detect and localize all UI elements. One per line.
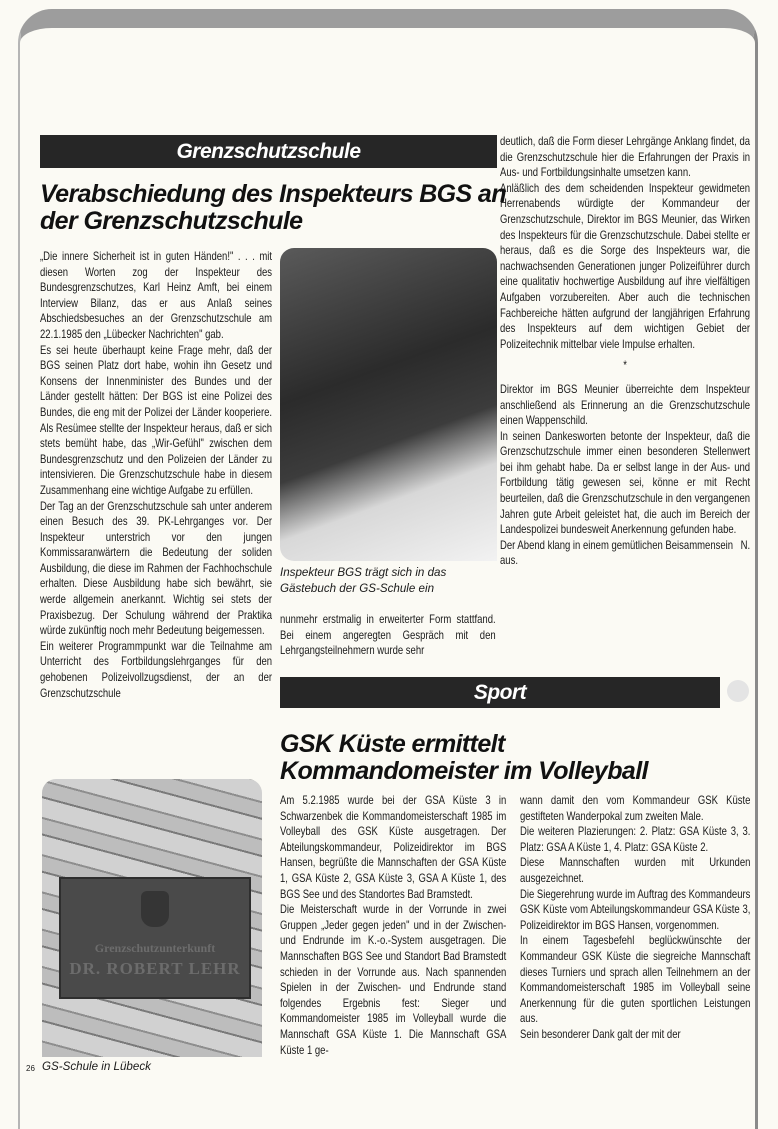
photo-caption: GS-Schule in Lübeck — [42, 1060, 151, 1073]
paragraph: Direktor im BGS Meunier überreichte dem Inspekteur anschließend als Erinnerung an die Grenzschutzschule einen Wappenschild. — [500, 382, 751, 428]
headline-line: Kommandomeister im Volleyball — [280, 757, 648, 785]
article2-column2 — [520, 793, 750, 1043]
plaque — [59, 877, 251, 999]
article1-column1 — [40, 249, 272, 701]
paragraph: Es sei heute überhaupt keine Frage mehr, daß der BGS seinen Platz dort habe, wohin ihn Gesetz und Konsens der Innenminister des Bundes und der Länder gestellt hätten: Der BGS ist eine Polizei des Bundes, die eng mit der Polizei der Länder kooperiere. Als Resümee stellte der Inspekteur heraus, daß er sich stets bemüht habe, das „Wir-Gefühl" zwischen dem Bundesgrenzschutz und den Polizeien der Länder zu intensivieren. Die Grenzschutzschule habe in diesem Zusammenhang eine wichtige Aufgabe zu erfüllen. — [40, 343, 273, 497]
paragraph: nunmehr erstmalig in erweiterter Form stattfand. Bei einem angeregten Gespräch mit den Lehrgangsteilnehmern wurde sehr — [280, 613, 496, 658]
closing-text: Der Abend klang in einem gemütlichen Beisammensein aus. — [500, 538, 734, 568]
paragraph: Anläßlich des dem scheidenden Inspekteur gewidmeten Herrenabends würdigte der Kommandeur der Grenzschutzschule, Direktor im BGS Meunier, das Wirken des Inspekteurs für die Grenzschutzschule. Dabei stellte er heraus, daß es die Sorge des Inspekteurs war, die nachwachsenden Generationen junger Polizeiführer durch eine qualitativ hochwertige Ausbildung auf ihre vielfältigen Aufgaben vorzubereiten. Aber auch die technischen Fachbereiche hätten aufgrund der langjährigen Erfahrung des Inspekteurs auf dem wichtigen Gebiet der Polizeitechnik mittelbar viele Impulse erhalten. — [500, 181, 751, 351]
article2-column1 — [280, 793, 506, 1058]
photo-inspector-signing-guestbook — [280, 248, 497, 561]
paragraph: In seinen Dankesworten betonte der Inspekteur, daß die Grenzschutzschule immer einen besonderen Stellenwert bei ihm gehabt habe. Da er selbst lange in der Aus- und Fortbildung tätig gewesen sei, könne er mit Recht beurteilen, daß die Grenzschutzschule in den vergangenen Jahren gute Arbeit geleistet hat, die auch im Bereich der Landespolizei bundesweit Anerkennung gefunden habe. — [500, 429, 751, 537]
article-headline: Verabschiedung des Inspekteurs BGS an der Grenzschutzschule — [40, 180, 506, 235]
article-headline-sport — [280, 731, 750, 785]
paragraph: Diese Mannschaften wurden mit Urkunden ausgezeichnet. — [520, 856, 751, 885]
section-bar-grenzschutzschule: Grenzschutzschule — [40, 135, 497, 168]
paragraph: Am 5.2.1985 wurde bei der GSA Küste 3 in Schwarzenbek die Kommandomeisterschaft 1985 im Volleyball des GSK Küste ausgetragen. Der Abteilungskommandeur, Polizeidirektor im BGS Hansen, begrüßte die Mannschaften der GSA Küste 1, GSA Küste 2, GSA Küste 3, GSA A Küste 1, des BGS See und des Standortes Bad Bramstedt. — [280, 794, 507, 901]
section-separator: * — [623, 359, 627, 373]
paragraph: Die weiteren Plazierungen: 2. Platz: GSA Küste 3, 3. Platz: GSA A Küste 1, 4. Platz: GSA Küste 2. — [520, 825, 751, 854]
paragraph: deutlich, daß die Form dieser Lehrgänge Anklang findet, da die Grenzschutzschule hier die Erfahrungen der Praxis in Aus- und Fortbildungsinhalte umsetzen kann. — [500, 135, 751, 180]
paragraph: „Die innere Sicherheit ist in guten Händen!" . . . mit diesen Worten zog der Inspekteur des Bundesgrenzschutzes, Karl Heinz Amft, bei einem Interview Bilanz, das er aus Anlaß seines Abschiedsbesuches an der Grenzschutzschule am 22.1.1985 den „Lübecker Nachrichten" gab. — [40, 250, 273, 341]
paragraph: Ein weiterer Programmpunkt war die Teilnahme am Unterricht des Fortbildungslehrganges für den gehobenen Polizeivollzugsdienst, der an der Grenzschutzschule — [40, 639, 273, 700]
plaque-text: DR. ROBERT LEHR — [69, 959, 241, 978]
article1-column3 — [500, 134, 750, 569]
page-number: 26 — [26, 1064, 35, 1073]
paragraph: Der Tag an der Grenzschutzschule sah unter anderem einen Besuch des 39. PK-Lehrganges vor. Der Inspekteur unterstrich vor den jungen Kommissaranwärtern die Bedeutung der soliden Ausbildung, die diese im Rahmen der Fachhochschule erhalten. Diese Ausbildung habe sich bewährt, sie werde allgemein anerkannt. Wichtig sei stets der Praxisbezug. Der Schulung während der Praktika würde zukünftig noch mehr Bedeutung beigemessen. — [40, 499, 273, 638]
photo-caption: Inspekteur BGS trägt sich in das Gästebuch der GS-Schule ein — [280, 566, 447, 595]
headline-line: GSK Küste ermittelt — [280, 730, 505, 758]
paragraph: In einem Tagesbefehl beglückwünschte der Kommandeur GSK Küste die siegreiche Mannschaft dieses Turniers und sprach allen Teilnehmern an der Kommandomeisterschaft 1985 im Volleyball seine Anerkennung für die guten sportlichen Leistungen aus. — [520, 934, 751, 1026]
binder-hole — [727, 680, 749, 702]
photo-school-plaque — [42, 779, 262, 1057]
paragraph — [500, 538, 750, 569]
paragraph: Sein besonderer Dank galt der mit der — [520, 1027, 681, 1041]
paragraph: Die Meisterschaft wurde in der Vorrunde in zwei Gruppen „Jeder gegen jeden" und in der Zwischen- und Endrunde im K.-o.-System ausgetragen. Die Mannschaften BGS See und Standort Bad Bramstedt schieden in der Vorrunde aus. Nach spannenden Spielen in der Zwischen- und Endrunde stand folgendes Ergebnis fest: Sieger und Kommandomeister 1985 im Volleyball wurde die Mannschaft GSA Küste 1. Die Mannschaft GSA Küste 1 ge- — [280, 903, 507, 1057]
paragraph: wann damit den vom Kommandeur GSK Küste gestifteten Wanderpokal zum zweiten Male. — [520, 794, 751, 823]
paragraph: Die Siegerehrung wurde im Auftrag des Kommandeurs GSK Küste vom Abteilungskommandeur GSA Küste 3, Polizeidirektor im BGS Hansen, vorgenommen. — [520, 887, 751, 932]
article1-column2 — [280, 612, 496, 659]
section-bar-sport: Sport — [280, 677, 720, 708]
federal-eagle-icon — [141, 891, 169, 927]
author-signature: N. — [740, 538, 751, 552]
plaque-text: Grenzschutzunterkunft — [94, 941, 216, 955]
